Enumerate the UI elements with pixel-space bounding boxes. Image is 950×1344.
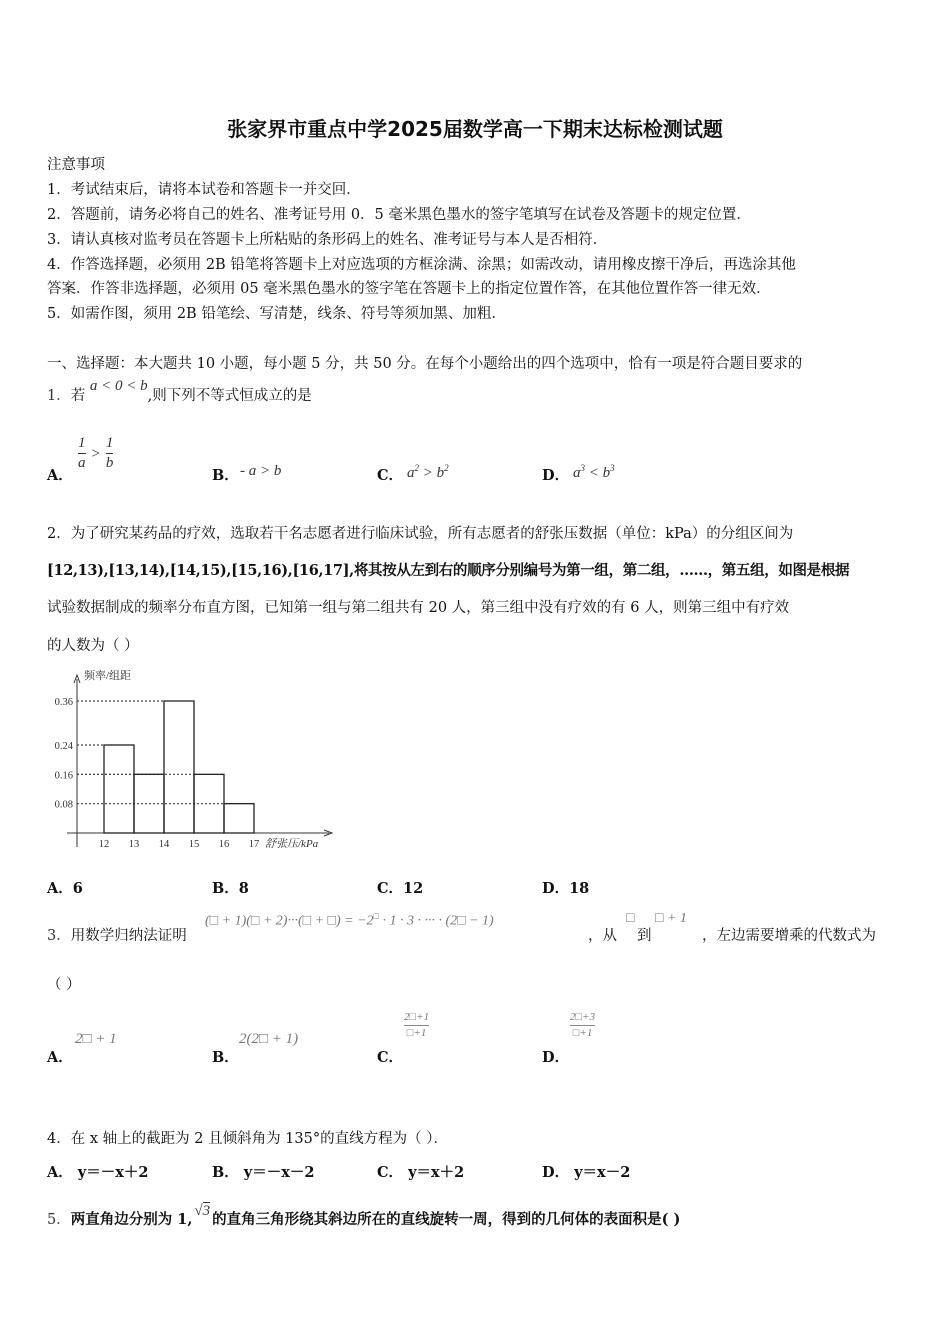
math-equation bbox=[205, 911, 494, 930]
question-text: 若 bbox=[70, 388, 86, 404]
question-5 bbox=[47, 1203, 681, 1229]
sqrt-icon: √ bbox=[194, 1203, 203, 1219]
math-expression: b bbox=[105, 455, 114, 471]
question-number: 3． bbox=[47, 928, 71, 944]
math-expression: □ bbox=[373, 911, 379, 921]
x-tick-label: 13 bbox=[128, 839, 140, 850]
question-text: （ ） bbox=[47, 977, 81, 993]
math-expression: 2□+3 bbox=[570, 1011, 596, 1023]
math-expression: 2□ + 1 bbox=[75, 1031, 117, 1047]
option-a: A． y＝－x＋2 bbox=[47, 1164, 149, 1181]
frequency-histogram bbox=[44, 665, 344, 855]
math-expression: 1 bbox=[105, 435, 114, 451]
question-2-line: 试验数据制成的频率分布直方图，已知第一组与第二组共有 20 人，第三组中没有疗效的有 6 人，则第三组中有疗效 bbox=[47, 600, 790, 616]
x-tick-label: 16 bbox=[218, 839, 230, 850]
math-expression: a < 0 < b bbox=[89, 378, 148, 394]
math-expression: - a > b bbox=[240, 463, 282, 479]
math-expression: b bbox=[436, 465, 445, 481]
y-tick-label: 0.16 bbox=[54, 770, 73, 782]
math-expression: 2 bbox=[414, 463, 419, 473]
question-text: ，左边需要增乘的代数式为 bbox=[702, 928, 876, 944]
option-label: B． bbox=[212, 467, 239, 484]
sqrt-expression bbox=[194, 1203, 210, 1219]
question-text: 两直角边分别为 1, bbox=[70, 1211, 193, 1228]
question-2-line: 的人数为（ ） bbox=[47, 638, 139, 654]
option-label: D． bbox=[542, 1049, 570, 1066]
option-d-math bbox=[570, 1012, 595, 1039]
math-expression: □ bbox=[626, 911, 635, 926]
option-c-math bbox=[407, 463, 449, 482]
x-tick-label: 15 bbox=[188, 839, 200, 850]
option-label: A． bbox=[47, 1049, 73, 1066]
notice-item: 4．作答选择题，必须用 2B 铅笔将答题卡上对应选项的方框涂满、涂黑；如需改动，请用橡皮擦干净后，再选涂其他 bbox=[47, 257, 796, 273]
question-number: 1． bbox=[47, 388, 71, 404]
notice-heading: 注意事项 bbox=[47, 157, 105, 173]
y-tick-label: 0.24 bbox=[54, 741, 73, 752]
option-label: D． bbox=[542, 467, 570, 484]
question-text: 用数学归纳法证明 bbox=[70, 928, 187, 944]
option-c: C．12 bbox=[377, 880, 424, 897]
histogram-bar bbox=[164, 701, 194, 833]
math-expression: a bbox=[573, 465, 581, 481]
math-expression: □+1 bbox=[406, 1027, 427, 1039]
question-1 bbox=[47, 378, 312, 405]
y-tick-label: 0.36 bbox=[54, 697, 73, 708]
math-expression: 2 bbox=[444, 463, 449, 473]
question-text: ，从 bbox=[588, 928, 617, 944]
option-b: B． y＝－x－2 bbox=[212, 1164, 315, 1181]
math-expression: 3 bbox=[610, 463, 615, 473]
x-tick-label: 12 bbox=[98, 839, 110, 850]
math-expression: 3 bbox=[202, 1203, 211, 1219]
math-expression: 2□+1 bbox=[404, 1011, 430, 1023]
math-expression: > bbox=[419, 465, 437, 481]
question-number: 5． bbox=[47, 1212, 71, 1228]
section-header: 一、选择题：本大题共 10 小题，每小题 5 分，共 50 分。在每个小题给出的四个选项中，恰有一项是符合题目要求的 bbox=[47, 356, 803, 372]
option-b: B．8 bbox=[212, 880, 249, 897]
math-expression: □ + 1 bbox=[655, 911, 687, 926]
y-axis-label: 频率/组距 bbox=[84, 670, 132, 682]
math-expression: < bbox=[585, 465, 603, 481]
option-d: D．18 bbox=[542, 880, 590, 897]
question-text: 到 bbox=[637, 928, 652, 944]
question-text: 的直角三角形绕其斜边所在的直线旋转一周，得到的几何体的表面积是( ) bbox=[212, 1211, 681, 1228]
option-a: A．6 bbox=[47, 880, 83, 897]
math-expression: a bbox=[78, 455, 86, 471]
math-expression: □+1 bbox=[572, 1027, 593, 1039]
y-tick-label: 0.08 bbox=[54, 799, 73, 811]
question-3 bbox=[47, 924, 187, 945]
option-a-math bbox=[78, 436, 113, 471]
option-label: C． bbox=[377, 467, 404, 484]
math-expression: 2(2□ + 1) bbox=[239, 1031, 299, 1047]
notice-item: 2．答题前，请务必将自己的姓名、准考证号用 0．5 毫米黑色墨水的签字笔填写在试卷及答题卡的规定位置． bbox=[47, 207, 751, 223]
option-c: C． y＝x＋2 bbox=[377, 1164, 465, 1181]
notice-item: 3．请认真核对监考员在答题卡上所粘贴的条形码上的姓名、准考证号与本人是否相符． bbox=[47, 232, 608, 248]
option-d: D． y＝x－2 bbox=[542, 1164, 631, 1181]
notice-item: 答案．作答非选择题，必须用 05 毫米黑色墨水的签字笔在答题卡上的指定位置作答，在其他位置作答一律无效． bbox=[47, 281, 771, 297]
option-label: C． bbox=[377, 1049, 404, 1066]
math-expression: > bbox=[90, 446, 101, 462]
notice-item: 5．如需作图，须用 2B 铅笔绘、写清楚，线条、符号等须加黑、加粗． bbox=[47, 306, 506, 322]
option-label: B． bbox=[212, 1049, 239, 1066]
option-c-math bbox=[404, 1012, 429, 1039]
x-axis-label: 舒张压/kPa bbox=[265, 838, 319, 850]
question-text: ,则下列不等式恒成立的是 bbox=[147, 388, 312, 404]
math-expression: 1 bbox=[78, 435, 86, 451]
math-expression: 3 bbox=[580, 463, 585, 473]
notice-item: 1．考试结束后，请将本试卷和答题卡一并交回． bbox=[47, 182, 361, 198]
option-d-math bbox=[573, 463, 615, 482]
x-tick-label: 14 bbox=[158, 839, 170, 850]
option-label: A． bbox=[47, 467, 73, 484]
x-tick-label: 17 bbox=[248, 839, 260, 850]
histogram-bar bbox=[104, 745, 134, 833]
math-expression: (□ + 1)(□ + 2)···(□ + □) = −2 bbox=[205, 913, 374, 929]
math-expression: · 1 · 3 · ··· · (2□ − 1) bbox=[378, 913, 494, 929]
histogram-bar bbox=[224, 804, 254, 833]
question-4: 4．在 x 轴上的截距为 2 且倾斜角为 135°的直线方程为（ ）． bbox=[47, 1131, 448, 1147]
question-2-line: 2．为了研究某药品的疗效，选取若干名志愿者进行临床试验，所有志愿者的舒张压数据（单位：kPa）的分组区间为 bbox=[47, 526, 794, 542]
page-title: 张家界市重点中学2025届数学高一下期末达标检测试题 bbox=[227, 117, 723, 141]
math-expression: a bbox=[407, 465, 415, 481]
math-expression: b bbox=[602, 465, 611, 481]
question-2-line: [12,13),[13,14),[14,15),[15,16),[16,17],将其按从左到右的顺序分别编号为第一组，第二组，……，第五组，如图是根据 bbox=[47, 562, 850, 579]
